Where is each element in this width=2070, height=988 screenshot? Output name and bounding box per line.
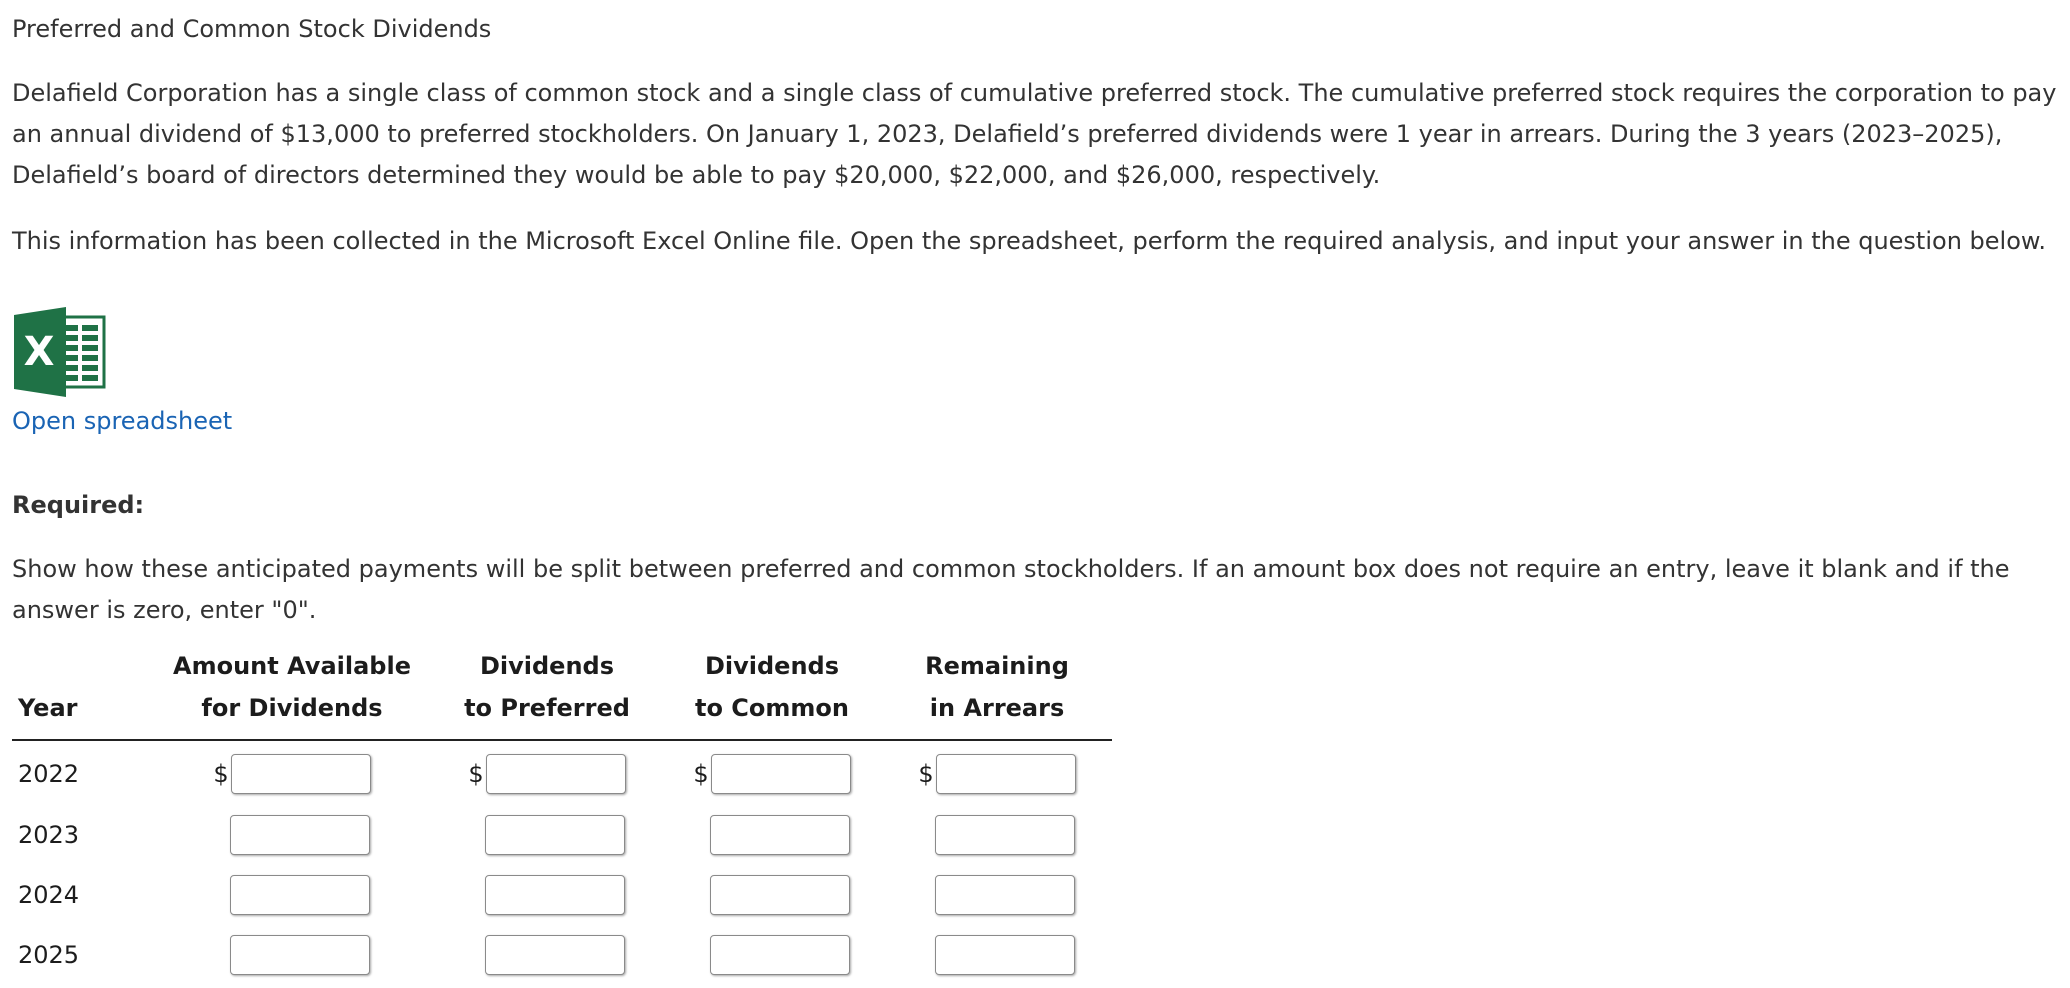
- remaining-arrears-input-2024[interactable]: [935, 875, 1075, 915]
- dividends-common-input-2023[interactable]: [710, 815, 850, 855]
- open-spreadsheet-link[interactable]: Open spreadsheet: [12, 407, 233, 435]
- dividends-common-input-2024[interactable]: [710, 875, 850, 915]
- dividends-preferred-input-2022[interactable]: [486, 754, 626, 794]
- dividends-table: [12, 645, 1112, 985]
- dollar-sign: $: [918, 760, 934, 788]
- year-cell: 2025: [18, 941, 80, 969]
- problem-paragraph: Delafield Corporation has a single class of common stock and a single class of cumulative preferred stock. The cumulative preferred stock requires the corporation to pay an annual dividend of $13,000 to preferred stockholders. On January 1, 2023, Delafield’s preferred dividends were 1 year in arrears. During the 3 years (2023–2025), Delafield’s board of directors determined they would be able to pay $20,000, $22,000, and $26,000, respectively.: [12, 79, 2057, 189]
- dividends-preferred-input-2024[interactable]: [485, 875, 625, 915]
- amount-available-input-2025[interactable]: [230, 935, 370, 975]
- header-remaining-arrears: Remaining in Arrears: [882, 645, 1112, 740]
- amount-available-input-2023[interactable]: [230, 815, 370, 855]
- header-dividends-common: Dividends to Common: [662, 645, 882, 740]
- table-row: [12, 865, 1112, 925]
- year-cell: 2023: [18, 821, 80, 849]
- excel-icon[interactable]: [12, 307, 106, 397]
- dollar-sign: $: [468, 760, 484, 788]
- svg-text:X: X: [23, 329, 55, 375]
- dividends-common-input-2025[interactable]: [710, 935, 850, 975]
- dividends-preferred-input-2023[interactable]: [485, 815, 625, 855]
- header-dividends-preferred: Dividends to Preferred: [432, 645, 662, 740]
- table-row: [12, 740, 1112, 805]
- header-year: Year: [12, 645, 152, 740]
- amount-available-input-2022[interactable]: [231, 754, 371, 794]
- dividends-preferred-input-2025[interactable]: [485, 935, 625, 975]
- table-row: [12, 805, 1112, 865]
- header-amount-available: Amount Available for Dividends: [152, 645, 432, 740]
- year-cell: 2024: [18, 881, 80, 909]
- table-header-row: [12, 645, 1112, 740]
- dollar-sign: $: [213, 760, 229, 788]
- dollar-sign: $: [693, 760, 709, 788]
- table-row: [12, 925, 1112, 985]
- amount-available-input-2024[interactable]: [230, 875, 370, 915]
- page-title: Preferred and Common Stock Dividends: [12, 15, 492, 43]
- remaining-arrears-input-2022[interactable]: [936, 754, 1076, 794]
- required-label: Required:: [12, 491, 145, 519]
- spreadsheet-info-paragraph: This information has been collected in the Microsoft Excel Online file. Open the spreadsheet, perform the required analysis, and input your answer in the question below.: [12, 227, 2046, 255]
- dividends-common-input-2022[interactable]: [711, 754, 851, 794]
- required-instructions: Show how these anticipated payments will be split between preferred and common stockholders. If an amount box does not require an entry, leave it blank and if the answer is zero, enter "0".: [12, 555, 2010, 624]
- remaining-arrears-input-2023[interactable]: [935, 815, 1075, 855]
- remaining-arrears-input-2025[interactable]: [935, 935, 1075, 975]
- year-cell: 2022: [18, 760, 80, 788]
